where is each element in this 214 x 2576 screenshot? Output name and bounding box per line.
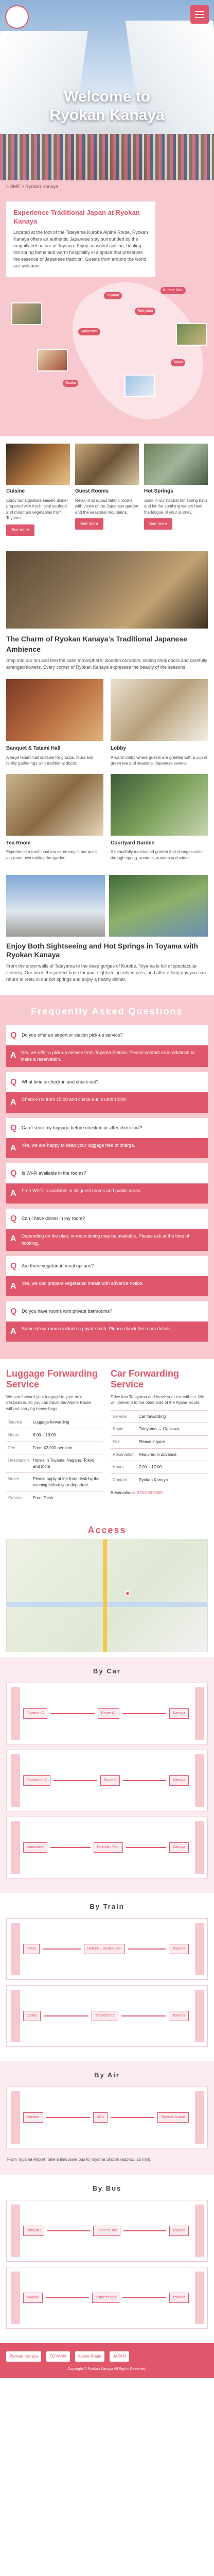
route-line <box>47 2230 90 2231</box>
partner-logo[interactable]: Alpine Route <box>75 2351 105 2362</box>
route-start-bar <box>11 1754 20 1807</box>
gorge-photo <box>109 875 208 937</box>
room-photo <box>75 444 139 485</box>
partner-logo[interactable]: TOYAMA <box>46 2351 69 2362</box>
answer-text: Yes, we can prepare vegetarian meals with advance notice. <box>22 1280 144 1286</box>
map-photo <box>176 323 207 346</box>
breadcrumb: HOME > Ryokan Kanaya <box>0 180 214 193</box>
faq-question[interactable] <box>6 1072 208 1092</box>
question-text: Are there vegetarian meal options? <box>22 1263 94 1268</box>
map-pin[interactable]: Kurobe Dam <box>160 287 186 294</box>
route-line <box>43 1948 81 1950</box>
faq-section <box>0 995 214 1360</box>
row-label: Service <box>6 1416 31 1429</box>
answer-mark-icon: A <box>10 1189 16 1198</box>
answer-mark-icon: A <box>10 1281 16 1291</box>
route-line <box>123 1780 166 1781</box>
route-line <box>44 2015 88 2016</box>
table-row <box>111 1423 208 1436</box>
route-start-bar <box>11 1923 20 1975</box>
intro-section <box>0 193 214 436</box>
table-row <box>6 1492 103 1504</box>
map-photo <box>37 349 68 371</box>
route-line <box>46 2117 90 2118</box>
row-label: Fee <box>111 1436 137 1449</box>
answer-mark-icon: A <box>10 1143 16 1153</box>
facility-card: Courtyard Garden A beautifully maintained garden that changes color through spring, summer, autumn and winter. <box>111 774 208 861</box>
partner-logo[interactable]: Ryokan Kanaya <box>6 2351 41 2362</box>
route-line <box>53 1780 97 1781</box>
question-text: Can I store my luggage before check-in or after check-out? <box>22 1125 142 1130</box>
route-destination: Kanaya <box>169 1708 189 1719</box>
services-section <box>0 1359 214 1513</box>
route-via: Express Bus <box>93 2226 120 2236</box>
faq-item <box>6 1025 208 1067</box>
route-line <box>50 1847 91 1848</box>
hero <box>0 0 214 180</box>
table-row <box>111 1436 208 1449</box>
intro-body: Located at the foot of the Tateyama Kurobe Alpine Route, Ryokan Kanaya offers an authentic Japanese stay surrounded by the magnificent nature of Toyama. Enjoy seasonal cuisine, healing hot spring baths and warm hospitality in a space that preserves the essence of Japanese tradition. Guests from around the world are welcome. <box>13 229 148 269</box>
question-text: What time is check-in and check-out? <box>22 1079 99 1085</box>
map-pin[interactable]: Kanazawa <box>78 328 100 335</box>
route-destination: Toyama <box>169 2226 189 2236</box>
route-start-bar <box>11 2205 20 2257</box>
row-label: Contact <box>111 1473 137 1486</box>
by-car-section: By Car Toyama IC Route 41 Kanaya Tateyama IC Route 6 Kanaya Kanazawa Hokuriku Exp. Kanaya <box>0 1657 214 1893</box>
row-value: From ¥2,000 per item <box>31 1442 103 1454</box>
row-label: Destination <box>6 1454 31 1473</box>
map-pin[interactable]: Tateyama <box>135 308 155 315</box>
route-start-bar <box>11 2272 20 2324</box>
route-line <box>50 1713 94 1714</box>
cuisine-more-button[interactable]: See more <box>6 524 34 536</box>
intro-card <box>6 201 155 277</box>
intro-title: Experience Traditional Japan at Ryokan Kanaya <box>13 209 140 225</box>
row-value: Please inquire <box>137 1436 208 1449</box>
facility-card: Lobby A warm lobby where guests are greeted with a cup of green tea and seasonal Japanese sweets. <box>111 679 208 767</box>
question-text: Can I have dinner in my room? <box>22 1216 85 1222</box>
table-row <box>111 1461 208 1474</box>
route-end-bar <box>195 2205 204 2257</box>
route-diagram <box>6 1817 208 1878</box>
charm-title: The Charm of Ryokan Kanaya's Traditional Japanese Ambience <box>6 634 187 653</box>
row-label: Contact <box>6 1492 31 1504</box>
faq-question[interactable] <box>6 1025 208 1045</box>
luggage-service: Luggage Forwarding Service We can forward your luggage to your next destination, so you can travel the Alpine Route without carrying heavy bags. Service Luggage forwarding Hours 8:00 – 19:00 Fee From ¥2,000 per item Destination Hotels in Toyama, Nagano, Tokyo and more Notes Please apply at the front desk by the evening before your departure. Contact Front Desk <box>6 1368 103 1504</box>
map-pin[interactable]: Toyama <box>104 292 122 299</box>
facility-card: Banquet & Tatami Hall A large tatami hall suitable for groups, tours and family gatherings with traditional decor. <box>6 679 103 767</box>
question-mark-icon: Q <box>10 1307 17 1316</box>
lobby-photo <box>111 679 208 741</box>
faq-item <box>6 1301 208 1342</box>
row-label: Hours <box>111 1461 137 1474</box>
route-via: Express Bus <box>92 2293 119 2303</box>
row-label: Fee <box>6 1442 31 1454</box>
luggage-title: Luggage Forwarding Service <box>6 1368 98 1389</box>
row-value: Car forwarding <box>137 1410 208 1423</box>
car-title: Car Forwarding Service <box>111 1368 180 1389</box>
route-end-bar <box>195 1923 204 1975</box>
row-label: Route <box>111 1423 137 1436</box>
route-line <box>123 2230 166 2231</box>
phone-link[interactable]: 076-000-0000 <box>137 1490 163 1496</box>
route-destination: Kanaya <box>169 1842 189 1853</box>
car-table <box>111 1410 208 1486</box>
route-destination: Toyama Airport <box>157 2112 189 2123</box>
access-title: Access <box>87 1525 127 1536</box>
location-marker-icon <box>125 1591 130 1596</box>
route-destination: Toyama <box>169 2293 189 2303</box>
answer-text: Depending on the plan, in-room dining may be available. Please ask at the time of booking. <box>21 1233 189 1246</box>
rooms-more-button[interactable]: See more <box>75 518 103 530</box>
row-value: Ryokan Kanaya <box>137 1473 208 1486</box>
sightseeing-title: Enjoy Both Sightseeing and Hot Springs in Toyama with Ryokan Kanaya <box>6 941 199 959</box>
route-origin: Kanazawa <box>23 1842 47 1853</box>
table-row <box>6 1442 103 1454</box>
faq-question[interactable] <box>6 1163 208 1183</box>
sightseeing-section <box>0 870 214 995</box>
tearoom-photo <box>6 774 103 836</box>
cuisine-photo <box>6 444 70 485</box>
by-air-section: By Air Haneda ANA Toyama Airport From Toyama Airport, take a limousine bus to Toyama Station (approx. 25 min). <box>0 2061 214 2175</box>
table-row <box>111 1410 208 1423</box>
row-value: 8:00 – 19:00 <box>31 1429 103 1442</box>
route-origin: Shinjuku <box>23 2226 44 2236</box>
visitors-image <box>0 134 214 180</box>
route-line <box>122 1713 166 1714</box>
row-value: Tateyama → Ogizawa <box>137 1423 208 1436</box>
answer-mark-icon: A <box>10 1327 16 1336</box>
facility-card: Tea Room Experience a traditional tea ceremony in our quiet tea room overlooking the garden. <box>6 774 103 861</box>
map-pin[interactable]: Osaka <box>63 380 78 387</box>
faq-answer <box>6 1183 208 1204</box>
route-origin: Tokyo <box>23 1944 40 1954</box>
route-line <box>122 2297 166 2298</box>
route-line <box>111 2117 154 2118</box>
garden-photo <box>111 774 208 836</box>
route-end-bar <box>195 2091 204 2144</box>
route-end-bar <box>195 1821 204 1874</box>
route-diagram <box>6 1683 208 1744</box>
feature-card: Cuisine Enjoy our signature kaiseki dinner prepared with fresh local seafood and mountain vegetables from Toyama. See more <box>6 444 70 535</box>
route-start-bar <box>11 2091 20 2144</box>
faq-question[interactable] <box>6 1118 208 1138</box>
access-section <box>0 1513 214 1657</box>
hero-title: Welcome to Ryokan Kanaya <box>49 88 165 124</box>
faq-answer <box>6 1138 208 1158</box>
route-diagram <box>6 2087 208 2148</box>
hotspring-more-button[interactable]: See more <box>144 518 172 530</box>
feature-card: Hot Springs Soak in our natural hot spring bath and let the soothing waters heal the fatigue of your journey. See more <box>144 444 208 535</box>
route-origin: Haneda <box>23 2112 43 2123</box>
faq-question[interactable] <box>6 1256 208 1276</box>
route-start-bar <box>11 1821 20 1874</box>
route-line <box>46 2297 89 2298</box>
facilities-grid <box>0 679 214 869</box>
faq-item <box>6 1118 208 1158</box>
by-bus-section: By Bus Shinjuku Express Bus Toyama Nagoya Express Bus Toyama <box>0 2175 214 2343</box>
map-pin[interactable]: Tokyo <box>171 359 185 366</box>
answer-text: Check-in is from 15:00 and check-out is until 10:00. <box>22 1097 127 1103</box>
route-end-bar <box>195 2272 204 2324</box>
charm-body: Step into our inn and feel the calm atmosphere: wooden corridors, sliding shoji doors and carefully arranged flowers. Every corner of Ryokan Kanaya expresses the beauty of the seasons. <box>6 658 207 670</box>
faq-item <box>6 1256 208 1296</box>
row-value: 7:00 – 17:00 <box>137 1461 208 1474</box>
menu-icon <box>195 11 204 12</box>
row-value: Please apply at the front desk by the evening before your departure. <box>31 1473 103 1492</box>
route-via: Hokuriku Shinkansen <box>84 1944 125 1954</box>
row-label: Reservation <box>111 1448 137 1461</box>
route-via: Route 6 <box>100 1775 120 1786</box>
faq-item <box>6 1209 208 1250</box>
question-mark-icon: Q <box>10 1030 17 1040</box>
faq-item <box>6 1163 208 1204</box>
map-photo <box>124 375 155 397</box>
route-start-bar <box>11 1990 20 2042</box>
route-origin: Osaka <box>23 2011 41 2021</box>
table-row <box>6 1416 103 1429</box>
partner-logo[interactable]: JAPAN <box>110 2351 129 2362</box>
japan-land <box>55 258 214 439</box>
onsen-photo <box>144 444 208 485</box>
luggage-table <box>6 1416 103 1504</box>
charm-section <box>0 543 214 680</box>
table-row <box>6 1454 103 1473</box>
question-mark-icon: Q <box>10 1078 17 1087</box>
feature-card: Guest Rooms Relax in spacious tatami rooms with views of the Japanese garden and the seasonal mountains. See more <box>75 444 139 535</box>
by-train-section: By Train Tokyo Hokuriku Shinkansen Toyama Osaka Thunderbird Toyama <box>0 1893 214 2061</box>
route-line <box>128 1948 166 1950</box>
question-mark-icon: Q <box>10 1168 17 1178</box>
route-diagram <box>6 1918 208 1980</box>
row-label: Service <box>111 1410 137 1423</box>
map-photo <box>11 302 42 325</box>
faq-title: Frequently Asked Questions <box>31 1006 183 1016</box>
answer-text: Some of our rooms include a private bath. Please check the room details. <box>22 1326 172 1332</box>
question-mark-icon: Q <box>10 1214 17 1224</box>
access-map[interactable] <box>6 1539 208 1652</box>
route-via: Route 41 <box>98 1708 119 1719</box>
question-mark-icon: Q <box>10 1123 17 1132</box>
car-service: Car Forwarding Service Drive into Tateyama and leave your car with us. We will deliver it to the other side of the Alpine Route. Service Car forwarding Route Tateyama → Ogizawa Fee Please inquire Reservation Required in advance Hours 7:00 – 17:00 Contact Ryokan Kanaya Reservations: 076-000-0000 <box>111 1368 208 1504</box>
table-row <box>111 1473 208 1486</box>
route-line <box>126 1847 166 1848</box>
route-destination: Toyama <box>169 2011 189 2021</box>
site-logo[interactable] <box>5 5 29 29</box>
row-value: Required in advance <box>137 1448 208 1461</box>
table-row <box>6 1473 103 1492</box>
banquet-photo <box>6 679 103 741</box>
japan-map <box>6 272 208 426</box>
features-section <box>0 436 214 543</box>
row-label: Hours <box>6 1429 31 1442</box>
footer <box>0 2343 214 2378</box>
question-mark-icon: Q <box>10 1261 17 1270</box>
route-diagram <box>6 1750 208 1811</box>
route-origin: Nagoya <box>23 2293 43 2303</box>
row-value: Hotels in Toyama, Nagano, Tokyo and more <box>31 1454 103 1473</box>
route-via: ANA <box>93 2112 108 2123</box>
faq-answer <box>6 1229 208 1250</box>
route-diagram <box>6 2267 208 2329</box>
route-destination: Kanaya <box>169 1775 189 1786</box>
copyright: Copyright © Ryokan Kanaya All Rights Reserved. <box>67 2367 147 2371</box>
faq-question[interactable] <box>6 1209 208 1229</box>
question-text: Do you offer an airport or station pick-up service? <box>22 1032 123 1038</box>
route-end-bar <box>195 1687 204 1740</box>
route-origin: Tateyama IC <box>23 1775 50 1786</box>
question-text: Is Wi-Fi available in the rooms? <box>22 1170 86 1176</box>
route-destination: Toyama <box>169 1944 189 1954</box>
answer-mark-icon: A <box>10 1051 16 1060</box>
table-row <box>111 1448 208 1461</box>
faq-answer <box>6 1045 208 1067</box>
route-via: Hokuriku Exp. <box>94 1842 123 1853</box>
answer-mark-icon: A <box>10 1098 16 1107</box>
route-start-bar <box>11 1687 20 1740</box>
menu-button[interactable] <box>190 5 209 24</box>
faq-answer <box>6 1092 208 1112</box>
route-end-bar <box>195 1990 204 2042</box>
faq-question[interactable] <box>6 1301 208 1321</box>
faq-item <box>6 1072 208 1112</box>
table-row <box>6 1429 103 1442</box>
sightseeing-body: From the snow walls of Tateyama to the deep gorges of Kurobe, Toyama is full of spectacular scenery. Our inn is the perfect base for your sightseeing adventures, and after a long day you can return to relax in our hot springs and enjoy a hearty dinner. <box>6 963 206 982</box>
faq-answer <box>6 1276 208 1296</box>
route-origin: Toyama IC <box>23 1708 47 1719</box>
route-line <box>121 2015 166 2016</box>
answer-text: Free Wi-Fi is available in all guest rooms and public areas. <box>22 1188 142 1194</box>
route-diagram <box>6 1985 208 2047</box>
mountain-photo <box>6 875 105 937</box>
route-via: Thunderbird <box>92 2011 118 2021</box>
answer-mark-icon: A <box>10 1234 16 1244</box>
row-value: Luggage forwarding <box>31 1416 103 1429</box>
question-text: Do you have rooms with private bathrooms? <box>22 1309 113 1314</box>
row-label: Notes <box>6 1473 31 1492</box>
faq-answer <box>6 1321 208 1342</box>
route-end-bar <box>195 1754 204 1807</box>
interior-photo <box>6 551 208 629</box>
row-value: Front Desk <box>31 1492 103 1504</box>
route-diagram <box>6 2200 208 2262</box>
answer-text: Yes, we are happy to keep your luggage free of charge. <box>22 1142 135 1148</box>
answer-text: Yes, we offer a pick-up service from Toyama Station. Please contact us in advance to make a reservation. <box>20 1050 195 1062</box>
